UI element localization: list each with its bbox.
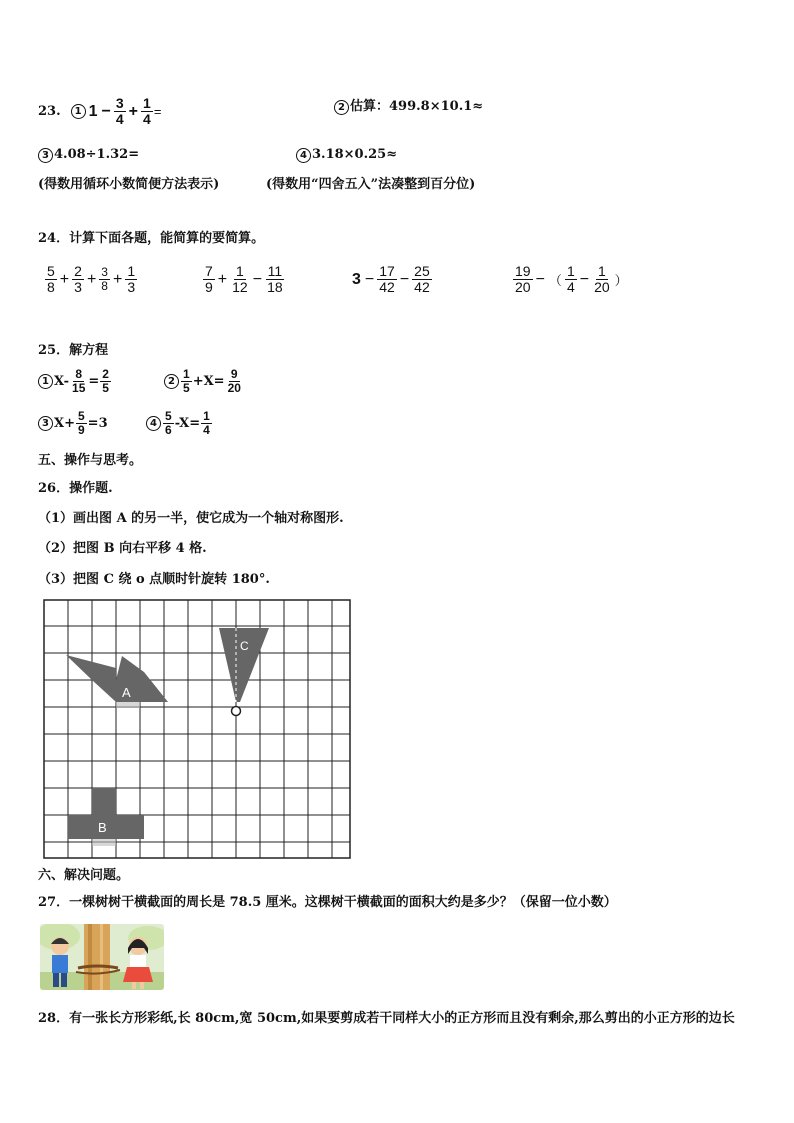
q25-eq-3 (38, 410, 108, 437)
fraction: $\frac{2}{5}$ (102, 367, 109, 395)
q26-step-3: （3）把图 C 绕 o 点顺时针旋转 180°. (38, 572, 270, 587)
operator: − (101, 102, 111, 120)
operator: − (364, 270, 375, 288)
section-5-heading: 五、操作与思考。 (38, 453, 143, 468)
q25-eq-4 (146, 410, 213, 437)
fraction: $\frac{1}{3}$ (127, 263, 136, 295)
eq-text: = (88, 373, 100, 389)
circled-number: 4 (146, 416, 161, 431)
fraction: $\frac{3}{8}$ (101, 265, 108, 293)
q26-step-1: （1）画出图 A 的另一半，使它成为一个轴对称图形. (38, 511, 344, 526)
rotation-point-o (232, 707, 241, 716)
q26-title: 26．操作题. (38, 481, 113, 496)
operator: − (252, 270, 263, 288)
q23-item-3 (38, 146, 139, 164)
circled-number: 4 (296, 148, 311, 163)
question-number: 23. (38, 103, 61, 119)
fraction: $\frac{19}{20}$ (515, 263, 531, 295)
label-a: A (122, 685, 131, 700)
operator: + (128, 102, 139, 120)
eq-text: -X= (174, 415, 201, 431)
fraction: $\frac{11}{18}$ (267, 263, 283, 295)
operator: + (112, 270, 123, 288)
operator: − (535, 270, 545, 288)
fraction: $\frac{9}{20}$ (227, 367, 241, 395)
equals: = (153, 103, 162, 119)
q25-title: 25．解方程 (38, 343, 109, 358)
expr-term: 1 (88, 102, 98, 120)
fraction: $\frac{8}{15}$ (72, 367, 86, 395)
circled-number: 1 (38, 374, 53, 389)
q23-note-2: (得数用“四舍五入”法凑整到百分位) (266, 177, 476, 192)
circled-number: 2 (164, 374, 179, 389)
fraction: $\frac{17}{42}$ (379, 263, 395, 295)
q28-text: 28．有一张长方形彩纸,长 80cm,宽 50cm,如果要剪成若干同样大小的正方形而且没有剩余,那么剪出的小正方形的边长 (38, 1011, 735, 1026)
paren: ） (614, 273, 628, 288)
item-text: 3.18×0.25≈ (312, 147, 398, 162)
circled-number: 3 (38, 148, 53, 163)
tree-measuring-illustration (40, 924, 164, 990)
q24-expr-1 (44, 264, 138, 295)
fraction: $\frac{5}{9}$ (77, 409, 85, 437)
paren: （ (548, 273, 562, 288)
circled-number: 2 (334, 100, 349, 115)
q23-item-1 (38, 96, 161, 127)
operator: − (579, 270, 590, 288)
fraction: $\frac{1}{4}$ (203, 409, 210, 437)
expr-term: 3 (352, 270, 361, 288)
section-6-heading: 六、解决问题。 (38, 868, 130, 883)
grid-figure (40, 598, 354, 862)
q26-step-2: （2）把图 B 向右平移 4 格. (38, 541, 207, 556)
fraction: $\frac{1}{5}$ (183, 367, 190, 395)
eq-text: X+ (54, 415, 75, 431)
fraction: $\frac{1}{4}$ (143, 95, 151, 127)
eq-text: +X= (192, 373, 225, 389)
q24-expr-2 (202, 264, 286, 295)
fraction: $\frac{1}{12}$ (232, 263, 248, 295)
fraction: $\frac{1}{20}$ (594, 263, 610, 295)
fraction: $\frac{25}{42}$ (414, 263, 430, 295)
fraction: $\frac{3}{4}$ (115, 95, 124, 127)
item-text: 估算：499.8×10.1≈ (350, 99, 484, 114)
q24-expr-4 (512, 264, 630, 295)
q27-text: 27．一棵树树干横截面的周长是 78.5 厘米。这棵树干横截面的面积大约是多少？（保留一位小数） (38, 895, 617, 910)
operator: + (217, 270, 228, 288)
eq-text: X- (54, 373, 70, 389)
operator: + (59, 270, 70, 288)
eq-text: =3 (87, 415, 108, 431)
item-text: 4.08÷1.32= (54, 147, 140, 162)
fraction: $\frac{2}{3}$ (74, 263, 82, 295)
q23-note-1: (得数用循环小数简便方法表示) (38, 177, 220, 192)
q24-expr-3 (350, 264, 433, 295)
label-c: C (240, 639, 249, 653)
operator: − (399, 270, 410, 288)
circled-number: 3 (38, 416, 53, 431)
fraction: $\frac{5}{8}$ (47, 263, 55, 295)
label-b: B (98, 820, 107, 835)
q25-eq-2 (164, 368, 244, 395)
q24-title: 24．计算下面各题，能简算的要简算。 (38, 231, 265, 246)
circled-number: 1 (71, 104, 86, 119)
q23-item-2 (334, 98, 483, 116)
fraction: $\frac{5}{6}$ (165, 409, 172, 437)
q25-eq-1 (38, 368, 112, 395)
q23-item-4 (296, 146, 397, 164)
operator: + (86, 270, 97, 288)
fraction: $\frac{1}{4}$ (566, 263, 575, 295)
fraction: $\frac{7}{9}$ (205, 263, 213, 295)
